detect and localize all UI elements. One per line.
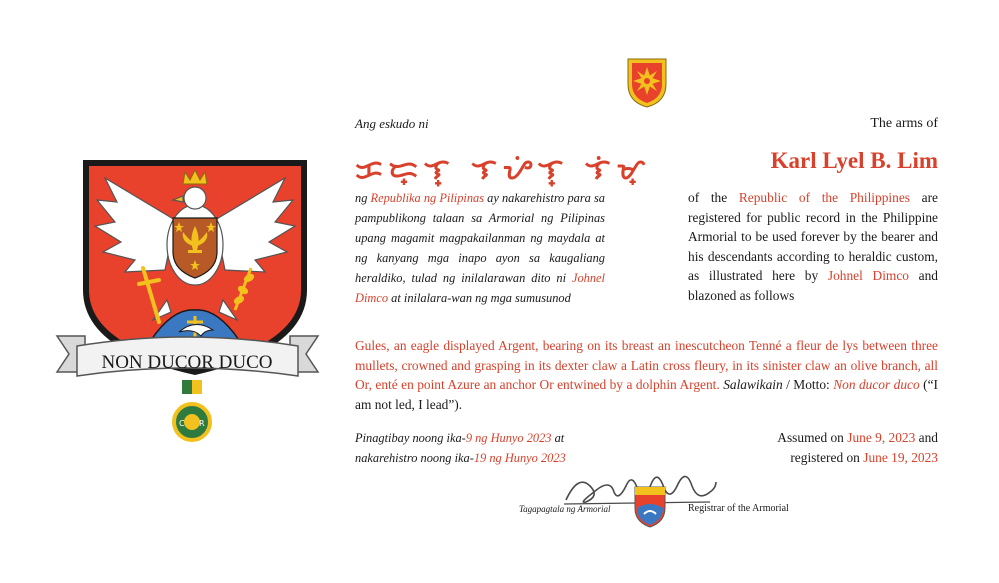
artist-name-english: Johnel Dimco: [827, 268, 909, 283]
motto-text: NON DUCOR DUCO: [101, 352, 273, 373]
registered-date-filipino: 19 ng Hunyo 2023: [473, 451, 566, 465]
registrar-title-filipino: Tagapagtala ng Armorial: [519, 504, 611, 514]
medal-letter-c: C: [179, 419, 185, 428]
motto: Non ducor duco: [833, 377, 920, 392]
bearer-name: Karl Lyel B. Lim: [770, 148, 938, 173]
registrar-title-english: Registrar of the Armorial: [688, 503, 789, 514]
dates-english: Assumed on June 9, 2023 and registered on June 19, 2023: [777, 430, 938, 465]
label-filipino: Ang eskudo ni: [355, 116, 429, 131]
philippine-armorial-emblem: [627, 58, 667, 108]
filipino-paragraph: ng Republika ng Pilipinas ay nakarehistro para sa pampublikong talaan sa Armorial ng Pilipinas upang magamit magpakailanman ng maydala at ng kanyang mga inapo ayon sa kaugaliang heraldiko, tulad ng inilalarawan dito ni Johnel Dimco at inilalara-wan ng mga sumusunod: [355, 191, 605, 305]
assumed-date-filipino: 9 ng Hunyo 2023: [465, 431, 552, 445]
medal-icon: [174, 380, 210, 440]
english-paragraph: of the Republic of the Philippines are registered for public record in the Philippine Armorial to be used forever by the bearer and his descendants according to heraldic custom, as illustrated here by Johnel Dimco and blazoned as follows: [688, 190, 938, 303]
artist-name-filipino: Johnel Dimco: [355, 271, 605, 305]
dates-filipino: Pinagtibay noong ika-9 ng Hunyo 2023 at nakarehistro noong ika-19 ng Hunyo 2023: [355, 431, 566, 465]
medal-letter-r: R: [199, 419, 205, 428]
registered-date-english: June 19, 2023: [863, 450, 938, 465]
blazon-paragraph: Gules, an eagle displayed Argent, bearing on its breast an inescutcheon Tenné a fleur de lys between three mullets, crowned and grasping in its dexter claw a Latin cross fleury, in its sinister claw an olive branch, all Or, enté en point Azure an anchor Or entwined by a dolphin Argent. Salawikain / Motto: Non ducor duco (“I am not led, I lead”).: [355, 338, 938, 412]
bearer-name-baybayin: ᜃᜇ᜔ᜎ᜔ ᜎᜌᜒᜎ᜔ ᜎᜒᜋ᜔: [355, 153, 652, 186]
registrar-emblem: [634, 486, 666, 528]
blazon-text: Gules, an eagle displayed Argent, bearing on its breast an inescutcheon Tenné a fleur de lys between three mullets, crowned and grasping in its dexter claw a Latin cross fleury, in its sinister claw an olive branch, all Or, enté en point Azure an anchor Or entwined by a dolphin Argent.: [355, 338, 938, 392]
label-english: The arms of: [870, 116, 938, 131]
republic-link-english: Republic of the Philippines: [738, 190, 910, 205]
coat-of-arms: [55, 150, 320, 450]
republic-link-filipino: Republika ng Pilipinas: [370, 191, 485, 205]
motto-scroll: [57, 336, 318, 376]
assumed-date-english: June 9, 2023: [847, 430, 916, 445]
